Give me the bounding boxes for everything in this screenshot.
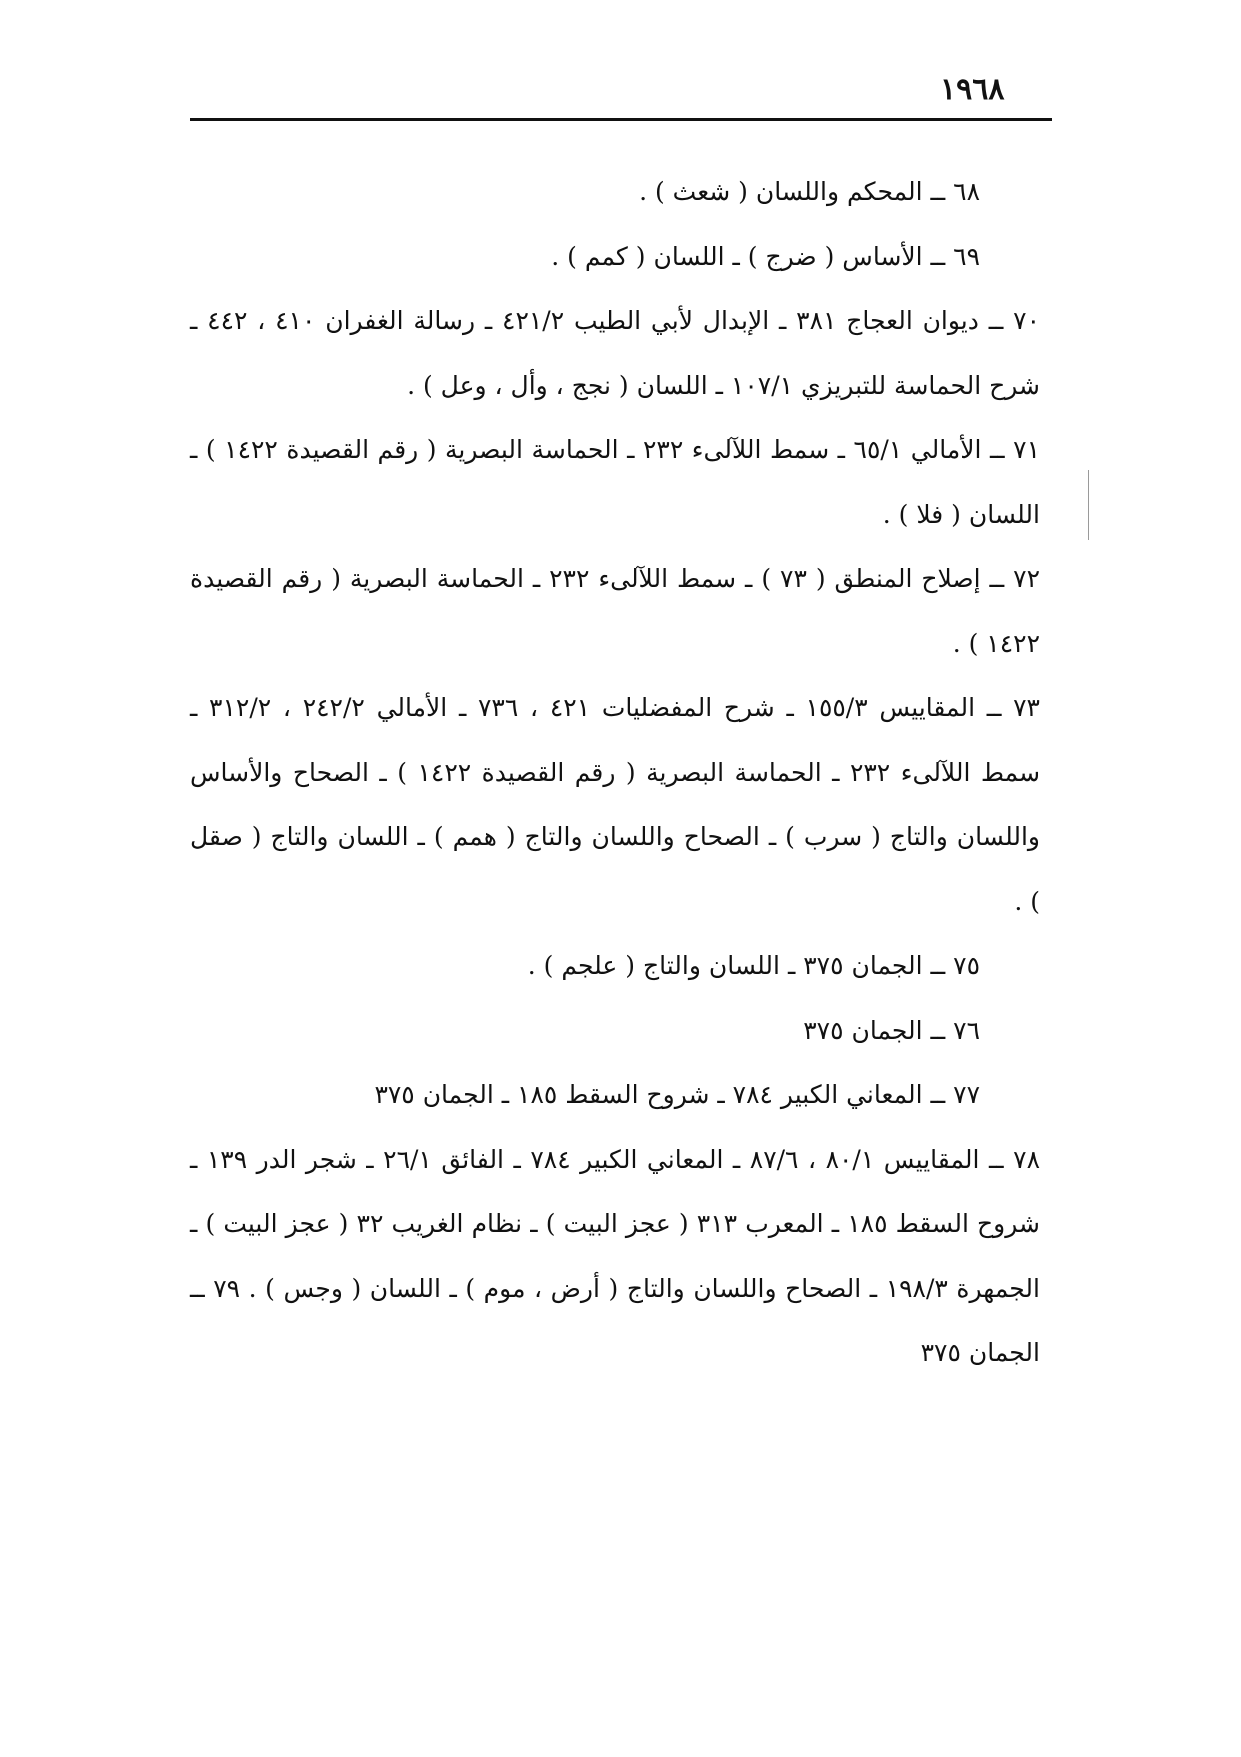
header-rule	[190, 118, 1052, 121]
entry-72: ٧٢ ــ إصلاح المنطق ( ٧٣ ) ـ سمط اللآلىء ٢٣٢ ـ الحماسة البصرية ( رقم القصيدة ١٤٢٢ ) .	[190, 564, 1040, 658]
entry-78: ٧٨ ــ المقاييس ٨٠/١ ، ٨٧/٦ ـ المعاني الكبير ٧٨٤ ـ الفائق ٢٦/١ ـ شجر الدر ١٣٩ ـ شروح السقط ١٨٥ ـ المعرب ٣١٣ ( عجز البيت ) ـ نظام الغريب ٣٢ ( عجز البيت ) ـ الجمهرة ١٩٨/٣ ـ الصحاح واللسان والتاج ( أرض ، موم ) ـ اللسان ( وجس ) . ٧٩ ــ الجمان ٣٧٥	[190, 1144, 1040, 1367]
entry-71: ٧١ ــ الأمالي ٦٥/١ ـ سمط اللآلىء ٢٣٢ ـ الحماسة البصرية ( رقم القصيدة ١٤٢٢ ) ـ اللسان ( فلا ) .	[190, 435, 1040, 529]
entry-73: ٧٣ ــ المقاييس ١٥٥/٣ ـ شرح المفضليات ٤٢١ ، ٧٣٦ ـ الأمالي ٢٤٢/٢ ، ٣١٢/٢ ـ سمط اللآلىء ٢٣٢ ـ الحماسة البصرية ( رقم القصيدة ١٤٢٢ ) ـ الصحاح والأساس واللسان والتاج ( سرب ) ـ الصحاح واللسان والتاج ( همم ) ـ اللسان والتاج ( صقل ) .	[190, 693, 1041, 916]
footnotes-body	[190, 160, 1040, 1386]
entry-77: ٧٧ ــ المعاني الكبير ٧٨٤ ـ شروح السقط ١٨٥ ـ الجمان ٣٧٥	[374, 1080, 980, 1109]
entry-76: ٧٦ ــ الجمان ٣٧٥	[803, 1015, 980, 1045]
page-number: ١٩٦٨	[940, 72, 1005, 107]
entry-70: ٧٠ ــ ديوان العجاج ٣٨١ ـ الإبدال لأبي الطيب ٤٢١/٢ ـ رسالة الغفران ٤١٠ ، ٤٤٢ ـ شرح الحماسة للتبريزي ١٠٧/١ ـ اللسان ( نجج ، وأل ، وعل ) .	[190, 306, 1041, 400]
entry-68: ٦٨ ــ المحكم واللسان ( شعث ) .	[639, 177, 980, 206]
entry-69: ٦٩ ــ الأساس ( ضرج ) ـ اللسان ( كمم ) .	[551, 241, 980, 271]
entry-75: ٧٥ ــ الجمان ٣٧٥ ـ اللسان والتاج ( علجم ) .	[527, 951, 980, 980]
margin-mark	[1088, 470, 1089, 540]
